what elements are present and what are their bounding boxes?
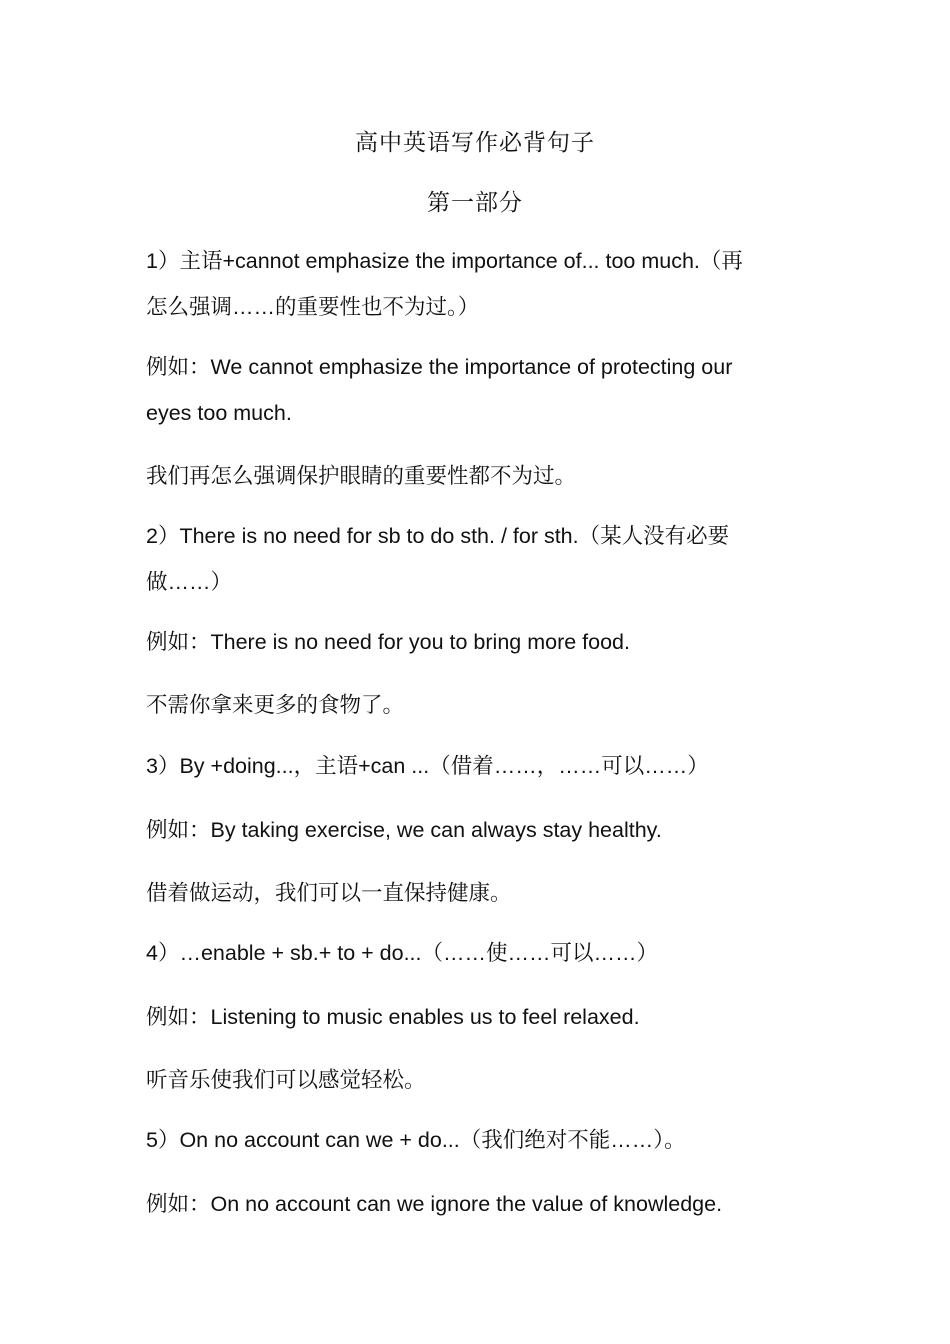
- section-heading: 第一部分: [427, 190, 523, 216]
- example-4: 例如：Listening to music enables us to feel relaxed.: [146, 1005, 640, 1029]
- translation-4: 听音乐使我们可以感觉轻松。: [146, 1068, 426, 1092]
- pattern-3: 3）By +doing...，主语+can ...（借着……，……可以……）: [146, 754, 709, 778]
- translation-1: 我们再怎么强调保护眼睛的重要性都不为过。: [146, 464, 577, 488]
- example-3: 例如：By taking exercise, we can always stay healthy.: [146, 818, 662, 842]
- translation-3: 借着做运动，我们可以一直保持健康。: [146, 881, 512, 905]
- example-1-line-2: eyes too much.: [146, 401, 292, 425]
- pattern-2-line-1: 2）There is no need for sb to do sth. / for sth.（某人没有必要: [146, 524, 730, 548]
- example-5: 例如：On no account can we ignore the value of knowledge.: [146, 1192, 723, 1216]
- example-2: 例如：There is no need for you to bring more food.: [146, 630, 630, 654]
- example-1-line-1: 例如：We cannot emphasize the importance of protecting our: [146, 355, 733, 379]
- translation-2: 不需你拿来更多的食物了。: [146, 693, 405, 717]
- pattern-1-line-2: 怎么强调……的重要性也不为过。）: [146, 295, 480, 319]
- pattern-4: 4）…enable + sb.+ to + do...（……使……可以……）: [146, 941, 659, 965]
- pattern-2-line-2: 做……）: [146, 570, 233, 594]
- document-title: 高中英语写作必背句子: [355, 130, 595, 156]
- pattern-5: 5）On no account can we + do...（我们绝对不能……）。: [146, 1128, 686, 1152]
- pattern-1-line-1: 1）主语+cannot emphasize the importance of... too much.（再: [146, 249, 743, 273]
